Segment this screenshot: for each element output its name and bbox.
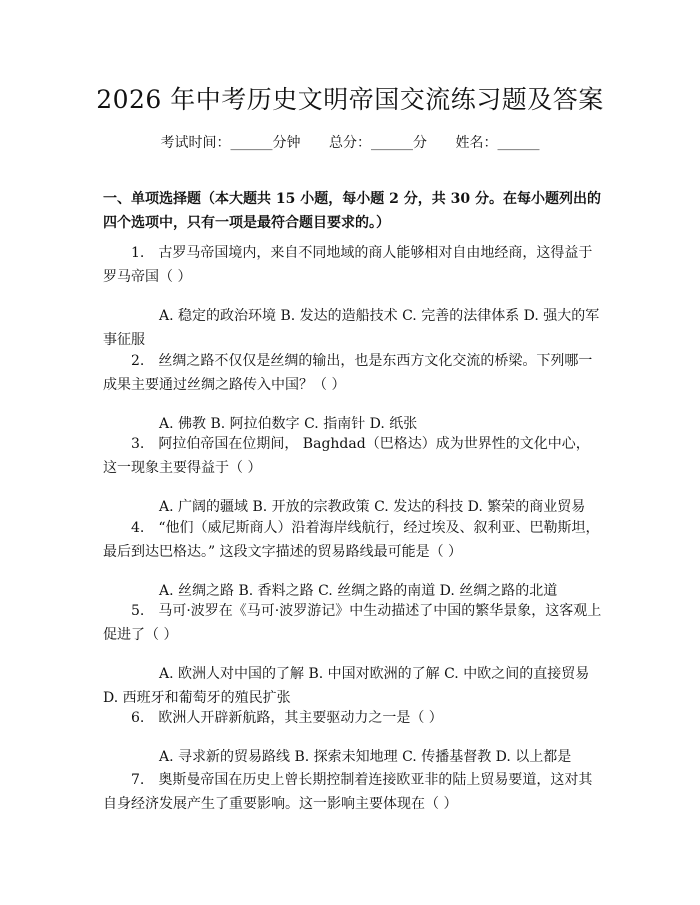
question-options: A. 丝绸之路 B. 香料之路 C. 丝绸之路的南道 D. 丝绸之路的北道 (159, 583, 558, 599)
question-number: 2. (131, 353, 145, 369)
question-number: 4. (131, 520, 145, 536)
question-number: 3. (131, 436, 145, 452)
question-1 (103, 241, 603, 352)
question-number: 7. (131, 772, 145, 788)
question-4 (103, 516, 603, 603)
question-options: A. 广阔的疆域 B. 开放的宗教政策 C. 发达的科技 D. 繁荣的商业贸易 (159, 499, 586, 515)
document-title: 2026 年中考历史文明帝国交流练习题及答案 (96, 85, 604, 114)
question-6 (103, 706, 603, 769)
question-stem: 1. 古罗马帝国境内，来自不同地域的商人能够相对自由地经商，这得益于罗马帝国（ ） (103, 245, 593, 285)
question-stem: 4. “他们（威尼斯商人）沿着海岸线航行，经过埃及、叙利亚、巴勒斯坦，最后到达巴格达。” 这段文字描述的贸易路线最可能是（ ） (103, 520, 600, 560)
question-number: 1. (131, 245, 145, 261)
student-name-field: 姓名：______ (455, 135, 540, 151)
question-stem: 6. 欧洲人开辟新航路，其主要驱动力之一是（ ） (131, 710, 443, 726)
question-stem: 2. 丝绸之路不仅仅是丝绸的输出，也是东西方文化交流的桥梁。下列哪一成果主要通过丝绸之路传入中国？（ ） (103, 353, 593, 393)
question-stem: 3. 阿拉伯帝国在位期间， Baghdad（巴格达）成为世界性的文化中心，这一现象主要得益于（ ） (103, 436, 590, 476)
total-score-field: 总分：______分 (329, 135, 427, 151)
question-stem: 5. 马可·波罗在《马可·波罗游记》中生动描述了中国的繁华景象，这客观上促进了（ ） (103, 603, 602, 643)
question-7 (103, 768, 603, 816)
exam-info-line (0, 132, 700, 152)
question-number: 6. (131, 710, 145, 726)
question-5 (103, 599, 603, 710)
exam-time-field: 考试时间：______分钟 (160, 135, 301, 151)
question-stem: 7. 奥斯曼帝国在历史上曾长期控制着连接欧亚非的陆上贸易要道，这对其自身经济发展产生了重要影响。这一影响主要体现在（ ） (103, 772, 593, 812)
question-2 (103, 349, 603, 436)
question-number: 5. (131, 603, 145, 619)
question-options: A. 稳定的政治环境 B. 发达的造船技术 C. 完善的法律体系 D. 强大的军事征服 (103, 308, 600, 348)
question-options: A. 佛教 B. 阿拉伯数字 C. 指南针 D. 纸张 (159, 416, 418, 432)
section-heading: 一、单项选择题（本大题共 15 小题，每小题 2 分，共 30 分。在每小题列出的四个选项中，只有一项是最符合题目要求的。） (103, 191, 601, 231)
question-options: A. 欧洲人对中国的了解 B. 中国对欧洲的了解 C. 中欧之间的直接贸易 D. 西班牙和葡萄牙的殖民扩张 (103, 666, 590, 706)
question-options: A. 寻求新的贸易路线 B. 探索未知地理 C. 传播基督教 D. 以上都是 (159, 749, 572, 765)
question-3 (103, 432, 603, 519)
